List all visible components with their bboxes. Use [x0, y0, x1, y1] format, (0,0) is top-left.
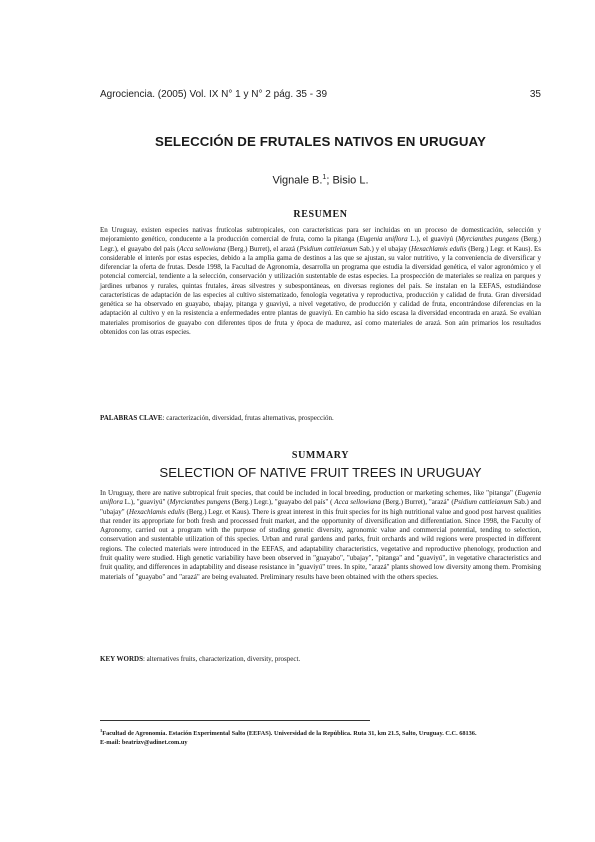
summary-heading: SUMMARY — [291, 450, 350, 461]
summary-body: In Uruguay, there are native subtropical fruit species, that could be included in local breeding, production or marketing schemes, like "pitanga" (Eugenia uniflora L.), "guaviyú" (Myrcianthes pungens (Berg.) Legr.), "guayabo del país" ( Acca sellowiana (Berg.) Burret), "arazá" (Psidium cattleianum Sab.) and "ubajay" (Hexachlamis edulis (Berg.) Legr. et Kaus). There is great interest in this fruit species for its high nutritional value and good post harvest qualities that render its appropriate for both fresh and processed fruit market, and the opportunity of diversification and differentiation. Since 1998, the Faculty of Agronomy, carried out a program with the purpose of studing genetic diversity, agronomic value and commercial potential, tending to selection, conservation and sustentable utilization of this species. Urban and rural gardens and parks, fruit orchards and wild regions were prospected in different regions. The colected materials were introduced in the EEFAS, and adaptability characteristics, vegetative and reproductive phenology, production and fruit quality were studied. High genetic variability have been observed in "guayabo", "ubajay", "pitanga" and "guaviyú", in vegetative characteristics and fruit quality, and differences in adaptability and disease resistance in "guaviyú" trees. In spite, "arazá" plants showed low diversity among them. Promising materials of "guayabo" and "arazá" are being evaluated. Preliminary results have been obtained with the others species. — [100, 489, 541, 581]
english-title: SELECTION OF NATIVE FRUIT TREES IN URUGUAY — [159, 465, 482, 480]
footnote-affiliation: $^1$Facultad de Agronomía. Estación Experimental Salto (EEFAS). Universidad de la República. Ruta 31, km 21.5, Salto, Uruguay. C.C. 68136. — [100, 728, 477, 738]
author-first: Vignale B. — [272, 174, 323, 187]
key-words — [100, 655, 541, 664]
footnote-email: E-mail: beatrizv@adinet.com.uy — [100, 738, 188, 746]
footnote — [100, 727, 541, 747]
footnote-rule — [100, 720, 370, 721]
paper-title: SELECCIÓN DE FRUTALES NATIVOS EN URUGUAY — [154, 134, 487, 149]
page-number: 35 — [529, 89, 541, 100]
author-rest: ; Bisio L. — [326, 174, 369, 187]
running-header — [100, 89, 541, 103]
key-words-text: : alternatives fruits, characterization, diversity, prospect. — [142, 655, 301, 663]
palabras-clave-label: PALABRAS CLAVE — [100, 414, 163, 422]
key-words-label: KEY WORDS — [100, 655, 143, 663]
author-affiliation-mark: 1 — [322, 174, 327, 181]
resumen-body: En Uruguay, existen especies nativas frutícolas subtropicales, con características para ser incluidas en un proceso de domesticación, selección y mejoramiento genético, conducente a la producción comercial de fruta, como la pitanga (Eugenia uniflora L.), el guaviyú (Myrcianthes pungens (Berg.) Legr.), el guayabo del país (Acca sellowiana (Berg.) Burret), el arazá (Psidium cattleianum Sab.) y el ubajay (Hexachlamis edulis (Berg.) Legr. et Kaus). Es considerable el interés por estas especies, debido a la amplia gama de destinos a las que se ajustan, su valor nutritivo, y la conveniencia de diversificar y diferenciar la oferta de frutas. Desde 1998, la Facultad de Agronomía, desarrolla un programa que estudia la diversidad genética, el valor agronómico y el potencial comercial, tendiente a la selección, conservación y utilización sustentable de estas especies. La prospección de materiales se realiza en parques y jardines urbanos y rurales, quintas frutales, áreas silvestres y subespontáneas, en diversas regiones del país. Se instalan en la EEFAS, estudiándose características de adaptación de las especies al cultivo sistematizado, fenología vegetativa y reproductiva, producción y calidad de fruta. Gran diversidad genética se ha observado en guayabo, ubajay, pitanga y guaviyú, a nivel vegetativo, de producción y calidad de fruta, encontrándose diferencias en la adaptación al cultivo y en la resistencia a enfermedades entre plantas de guaviyú. En cambio ha sido escasa la diversidad encontrada en arazá. Se evalúan materiales promisorios de guayabo con diferentes tipos de fruta y época de madurez, así como materiales de arazá. Son aún primarios los resultados obtenidos con las otras especies. — [100, 226, 542, 336]
palabras-clave-text: : caracterización, diversidad, frutas alternativas, prospección. — [162, 414, 334, 422]
resumen-heading: RESUMEN — [293, 209, 348, 220]
authors-line — [100, 174, 541, 187]
journal-citation: Agrociencia. (2005) Vol. IX N° 1 y N° 2 pág. 35 - 39 — [100, 89, 328, 100]
palabras-clave — [100, 414, 541, 423]
